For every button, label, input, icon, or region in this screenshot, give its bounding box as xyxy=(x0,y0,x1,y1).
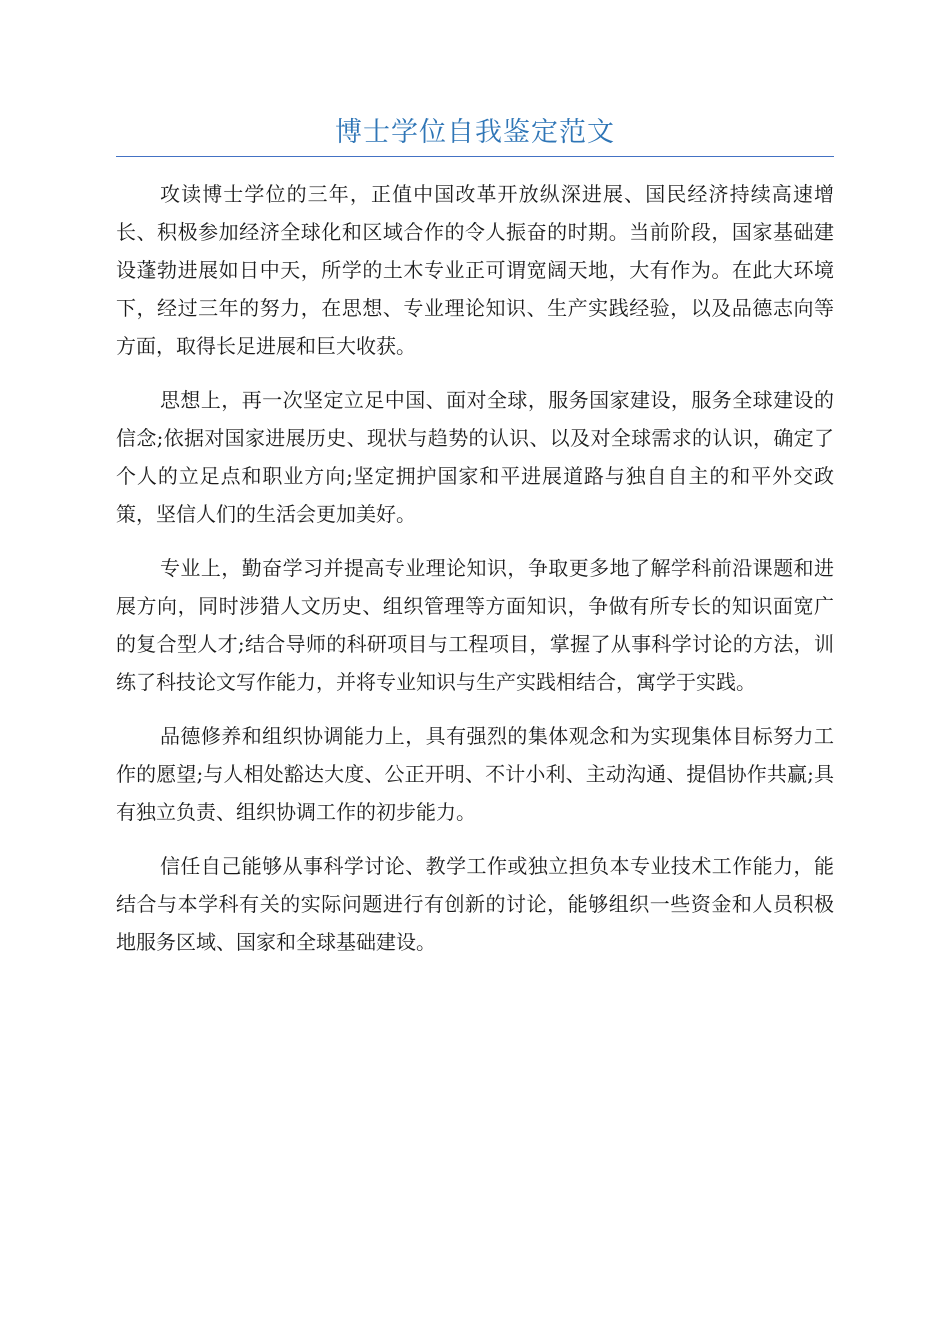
paragraph-character: 品德修养和组织协调能力上，具有强烈的集体观念和为实现集体目标努力工作的愿望;与人相处豁达大度、公正开明、不计小利、主动沟通、提倡协作共赢;具有独立负责、组织协调工作的初步能力。 xyxy=(116,724,834,824)
paragraph-thought: 思想上，再一次坚定立足中国、面对全球，服务国家建设，服务全球建设的信念;依据对国家进展历史、现状与趋势的认识、以及对全球需求的认识，确定了个人的立足点和职业方向;坚定拥护国家和平进展道路与独自自主的和平外交政策，坚信人们的生活会更加美好。 xyxy=(116,388,834,526)
paragraph-intro: 攻读博士学位的三年，正值中国改革开放纵深进展、国民经济持续高速增长、积极参加经济全球化和区域合作的令人振奋的时期。当前阶段，国家基础建设蓬勃进展如日中天，所学的土木专业正可谓宽阔天地，大有作为。在此大环境下，经过三年的努力，在思想、专业理论知识、生产实践经验，以及品德志向等方面，取得长足进展和巨大收获。 xyxy=(116,182,834,358)
document-title: 博士学位自我鉴定范文 xyxy=(335,117,615,148)
paragraph-profession: 专业上，勤奋学习并提高专业理论知识，争取更多地了解学科前沿课题和进展方向，同时涉猎人文历史、组织管理等方面知识，争做有所专长的知识面宽广的复合型人才;结合导师的科研项目与工程项目，掌握了从事科学讨论的方法，训练了科技论文写作能力，并将专业知识与生产实践相结合，寓学于实践。 xyxy=(116,556,834,694)
paragraph-ability: 信任自己能够从事科学讨论、教学工作或独立担负本专业技术工作能力，能结合与本学科有关的实际问题进行有创新的讨论，能够组织一些资金和人员积极地服务区域、国家和全球基础建设。 xyxy=(116,854,834,954)
document-body xyxy=(116,175,834,977)
title-block xyxy=(116,112,834,157)
